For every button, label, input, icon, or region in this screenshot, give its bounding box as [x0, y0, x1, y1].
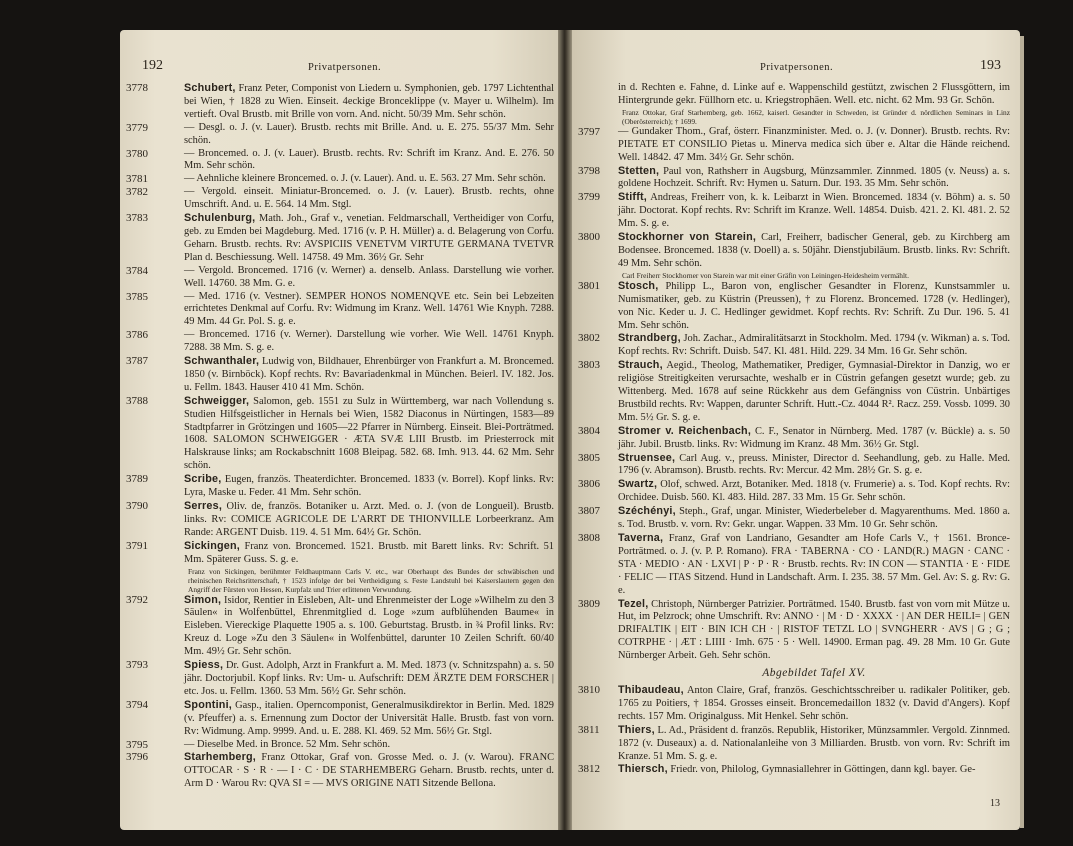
entry-number: 3788: [126, 394, 148, 407]
entry-text: — Gundaker Thom., Graf, österr. Finanzminister. Med. o. J. (v. Donner). Brustb. rechts. Rv: PIETATE ET CONSILIO Pietas u. Minerva medica sich über e. Altar die Hände reichend. Well. 14842. 47 Mm. 34½ Gr. Sehr schön.: [618, 125, 1010, 163]
entry-heading: Spiess,: [184, 659, 224, 672]
plate-reference: Abgebildet Tafel XV.: [762, 667, 866, 680]
catalog-entry: [126, 186, 554, 212]
catalog-entry: [126, 290, 554, 330]
entry-text: Paul von, Rathsherr in Augsburg, Münzsammler. Zinnmed. 1805 (v. Neuss) a. s. goldene Hochzeit. Schrift. Rv: Hymen u. Saturn. Dur. 193. 35 Mm. Sehr schön.: [618, 165, 1010, 190]
entry-number: 3810: [578, 683, 600, 696]
entry-text: Christoph, Nürnberger Patrizier. Porträtmed. 1540. Brustb. fast von vorn mit Mütze u. Hut, im Pelzrock; ohne Umschrift. Rv: ANNO · | M · D · XXXX · | AN DER HEILI= | GEN DRIFALTIK | EIT · BIN ICH CH · | RISTOF TETZL LO | SVNGHERR · AVS | G ; G ; COTRPHE · | ÆT : LIIII · Imh. 675 · 5 · Well. 14900. Erman pag. 49. 28 Mm. 10 Gr. Gute Nürnberger Arbeit. Geh. Sehr schön.: [618, 598, 1010, 662]
catalog-entry: [126, 147, 554, 174]
entry-heading: Thiers,: [618, 723, 655, 736]
entry-number: 3812: [578, 763, 600, 776]
gutter: [558, 30, 572, 830]
entry-heading: Stetten,: [618, 164, 660, 177]
catalog-entry: [578, 683, 1010, 724]
entry-heading: Tezel,: [618, 597, 649, 610]
catalog-entry: [578, 451, 1010, 479]
footnote: Carl Freiherr Stockhorner von Starein war mit einer Gräfin von Leiningen-Heidesheim vermählt.: [622, 270, 909, 280]
entry-number: 3811: [578, 723, 600, 736]
entry-heading: Simon,: [184, 593, 222, 606]
entry-heading: Strandberg,: [618, 332, 681, 345]
entry-text: — Broncemed. o. J. (v. Lauer). Brustb. rechts. Rv: Schrift im Kranz. And. E. 276. 50 Mm. Sehr schön.: [184, 147, 554, 172]
entry-text: — Vergold. Broncemed. 1716 (v. Werner) a. denselb. Anlass. Darstellung wie vorher. Well. 14760. 38 Mm. G. e.: [184, 264, 554, 289]
entry-number: 3791: [126, 539, 148, 552]
catalog-entry: [126, 82, 554, 122]
entry-number: 3781: [126, 173, 148, 186]
entry-text: Franz, Graf von Landriano, Gesandter am Hofe Carls V., † 1561. Bronce-Porträtmed. o. J. (v. P. P. Romano). FRA · TABERNA · CO · LAND(R.) MAGN · CANC · STA · MEDIO · AN · LXVI | P · P · R · Brustb. rechts. Rv: IN CON — STANTIA · E · FIDE · FELIC — ITAS Sitzend. Hund in Landschaft. Arm. I. 235. 38. 57 Mm. Gel. Av: S. g. Rv: G. e.: [618, 533, 1010, 596]
catalog-entry: [578, 332, 1010, 359]
catalog-entry: [126, 751, 554, 791]
entry-heading: Stockhorner von Starein,: [618, 231, 757, 244]
running-head: Privatpersonen.: [308, 62, 382, 73]
catalog-entry: [126, 173, 554, 186]
entry-number: 3805: [578, 451, 600, 464]
running-head: Privatpersonen.: [760, 62, 834, 73]
entry-heading: Spontini,: [184, 698, 232, 711]
entry-text: Aegid., Theolog, Mathematiker, Prediger, Gymnasial-Direktor in Danzig, wo er religiöse Streitigkeiten verursachte, weshalb er in Cüstrin gefangen gesetzt wurde; geb. zu Wittenberg. Med. 1678 auf seine Rückkehr aus dem Gefängniss von Cüstrin. Unbärtiges Brustbild rechts. Rv: Wappen, darunter Schrift. Hutt.-Cz. 4044 R². Racz. 259. Vossb. 1099. 30 Mm. 5½ Gr. S. g. e.: [618, 360, 1010, 423]
entry-number: 3786: [126, 329, 148, 342]
entry-text: Friedr. von, Philolog, Gymnasiallehrer in Göttingen, dann kgl. bayer. Ge-: [667, 764, 976, 776]
page-number: 192: [142, 58, 163, 73]
catalog-entry: [578, 478, 1010, 505]
entry-number: 3794: [126, 698, 148, 711]
entry-heading: Starhemberg,: [184, 751, 256, 764]
entry-text: Isidor, Rentier in Eisleben, Alt- und Ehrenmeister der Loge »Wilhelm zu den 3 Säulen« in Wolfenbüttel, Ehrenmitglied d. Loge »zum aufblühenden Baume« in Eisleben. Viereckige Plaquette 1905 a. s. 100. Geburtstag. Brustb. in ¾ Profil links. Rv: Kreuz d. Loge »Zu den 3 Säulen« in Wolfenbüttel, darunter 10 Zeilen Schrift. 60/40 Mm. 49½ Gr. Sehr schön.: [184, 594, 554, 658]
entry-number: 3793: [126, 659, 148, 672]
entry-list: [578, 82, 1010, 777]
entry-text: Franz Peter, Componist von Liedern u. Symphonien, geb. 1797 Lichtenthal bei Wien, † 1828 zu Wien. Einseit. 4eckige Bronceklippe (v. Mayer u. Wilhelm). Im vertieft. Oval Brustb. mit Brille von vorn. And. nicht. 50/39 Mm. Sehr schön.: [184, 83, 554, 120]
catalog-entry: [126, 121, 554, 148]
entry-number: 3778: [126, 82, 148, 94]
entry-number: 3801: [578, 279, 600, 292]
entry-heading: Stromer v. Reichenbach,: [618, 424, 752, 437]
entry-heading: Scribe,: [184, 473, 222, 486]
entry-text: Salomon, geb. 1551 zu Sulz in Württemberg, war nach Vollendung s. Studien Hilfsgeistlicher in Hernals bei Wien, 1582 Diaconus in Nürtingen, 1583—89 Stadtpfarrer in Grötzingen und 1605—22 Pfarrer in Nürnberg. Einseit. Blei-Porträtmed. 1608. SALOMON SCHWEIGGER · ÆTA SVÆ LIII Brustb. im Priesterrock mit Halskrause links; am Rockabschnitt 1608 Bleipag. 582. 68. Imh. 913. 44. 62 Mm. Sehr schön.: [184, 395, 554, 472]
entry-number: 3780: [126, 147, 148, 160]
catalog-entry: [578, 532, 1010, 598]
catalog-entry: [578, 191, 1010, 231]
entry-number: 3808: [578, 532, 600, 544]
entry-text: — Med. 1716 (v. Vestner). SEMPER HONOS NOMENQVE etc. Sein bei Lebzeiten errichtetes Denkmal auf Corfu. Rv: Widmung im Kranz. Well. 14761 Wie Knyph. 7288. 49 Mm. 44 Gr. Pol. S. g. e.: [184, 290, 554, 328]
page-edge: [1020, 36, 1024, 828]
entry-heading: Stifft,: [618, 191, 647, 204]
catalog-entry: [578, 164, 1010, 192]
entry-heading: Taverna,: [618, 532, 664, 544]
entry-text: Philipp L., Baron von, englischer Gesandter in Florenz, Kunstsammler u. Numismatiker, geb. zu Küstrin (Preussen), † zu Florenz. Broncemed. 1728 (v. Hedlinger), von Nic. Keder u. J. C. Hedlinger gewidmet. Kopf rechts. Rv: Schrift. Zu Dur. 196. 5. 41 Mm. Sehr schön.: [618, 280, 1010, 331]
catalog-entry: [578, 763, 1010, 777]
entry-heading: Strauch,: [618, 359, 663, 372]
entry-text: L. Ad., Präsident d. französ. Republik, Historiker, Münzsammler. Vergold. Zinnmed. 1872 (v. Duseaux) a. d. Nationalanleihe von 3 Milliarden. Brustb. von vorn. Rv: Schrift im Kranze. 51 Mm. S. g. e.: [618, 724, 1010, 762]
catalog-entry: [126, 329, 554, 355]
footnote: Franz Ottokar, Graf Starhemberg, geb. 1662, kaiserl. Gesandter in Schweden, ist Gründer d. nördlichen Seminars in Linz (Oberösterreich); † 1699.: [622, 107, 1010, 126]
entry-number: 3798: [578, 164, 600, 177]
catalog-entry: [126, 264, 554, 291]
signature-mark: 13: [990, 798, 1000, 809]
continuation-text: in d. Rechten e. Fahne, d. Linke auf e. Wappenschild gestützt, zwischen 2 Flussgöttern, im Hintergrunde gekr. Füllhorn etc. u. Kriegstrophäen. Well. etc. nicht. 62 Mm. 93 Gr. Schön.: [618, 82, 1010, 106]
catalog-entry: [126, 500, 554, 540]
catalog-entry: [578, 723, 1010, 764]
entry-list: [126, 82, 554, 791]
entry-number: 3797: [578, 125, 600, 138]
entry-heading: Thibaudeau,: [618, 683, 684, 696]
entry-number: 3795: [126, 738, 148, 751]
entry-heading: Stosch,: [618, 279, 659, 292]
entry-text: — Vergold. einseit. Miniatur-Broncemed. o. J. (v. Lauer). Brustb. rechts, ohne Umschrift. And. u. E. 564. 14 Mm. Stgl.: [184, 186, 554, 211]
catalog-entry: [578, 359, 1010, 425]
catalog-entry: [126, 738, 554, 752]
entry-text: Carl Aug. v., preuss. Minister, Director d. Seehandlung, geb. zu Halle. Med. 1796 (v. Abramson). Brustb. rechts. Rv: Mercur. 42 Mm. 28½ Gr. S. g. e.: [618, 452, 1010, 477]
catalog-entry: [578, 125, 1010, 165]
catalog-entry: [126, 355, 554, 395]
entry-text: Eugen, französ. Theaterdichter. Broncemed. 1833 (v. Borrel). Kopf links. Rv: Lyra, Maske u. Feder. 41 Mm. Sehr schön.: [184, 474, 554, 499]
entry-number: 3783: [126, 212, 148, 225]
catalog-entry: [126, 593, 554, 660]
left-page: [120, 30, 558, 830]
entry-number: 3796: [126, 751, 148, 764]
entry-heading: Schulenburg,: [184, 212, 256, 225]
entry-heading: Struensee,: [618, 451, 676, 464]
entry-number: 3785: [126, 290, 148, 303]
entry-heading: Schwanthaler,: [184, 355, 260, 368]
entry-number: 3792: [126, 593, 148, 606]
entry-number: 3806: [578, 478, 600, 491]
entry-text: — Dieselbe Med. in Bronce. 52 Mm. Sehr schön.: [184, 738, 391, 750]
entry-number: 3800: [578, 231, 600, 244]
entry-number: 3790: [126, 500, 148, 512]
catalog-entry: [578, 505, 1010, 532]
entry-number: 3803: [578, 359, 600, 372]
catalog-entry: [126, 394, 554, 473]
entry-text: Oliv. de, französ. Botaniker u. Arzt. Med. o. J. (von de Longueil). Brustb. links. Rv: COMICE AGRICOLE DE L'ARRT DE THIONVILLE Lorbeerkranz. Am Rande: ARGENT Duisb. 119. 4. 51 Mm. 64½ Gr. Schön.: [184, 501, 554, 538]
entry-heading: Swartz,: [618, 478, 658, 491]
catalog-entry: [126, 212, 554, 265]
catalog-entry: [578, 231, 1010, 271]
entry-text: Anton Claire, Graf, französ. Geschichtsschreiber u. radikaler Politiker, geb. 1765 zu Poitiers, † 1854. Grosses einseit. Broncemedaillon 1832 (v. David d'Angers). Kopf rechts. 157 Mm. Originalguss. Mit Henkel. Sehr schön.: [618, 684, 1010, 722]
page-number: 193: [980, 58, 1001, 73]
entry-text: Math. Joh., Graf v., venetian. Feldmarschall, Vertheidiger von Corfu, geb. zu Emden bei Magdeburg. Med. 1716 (v. P. H. Müller) a. d. Belagerung von Corfu. Geharn. Brustb. rechts. Rv: AVSPICIIS VENETVM VIRTUTE GERMANA TVETVR Plan d. Beschiessung. Well. 14758. 49 Mm. 36½ Gr. Sehr: [184, 213, 554, 263]
catalog-entry: [126, 698, 554, 739]
entry-number: 3784: [126, 264, 148, 277]
entry-heading: Schubert,: [184, 82, 236, 94]
entry-text: Olof, schwed. Arzt, Botaniker. Med. 1818 (v. Frumerie) a. s. Tod. Kopf rechts. Rv: Orchidee. Duisb. 560. Kl. 483. Hild. 287. 33 Mm. 15 Gr. Sehr schön.: [618, 479, 1010, 504]
entry-text: C. F., Senator in Nürnberg. Med. 1787 (v. Bückle) a. s. 50 jähr. Jubil. Brustb. links. Rv: Widmung im Kranz. 48 Mm. 36½ Gr. Stgl.: [618, 425, 1010, 450]
entry-heading: Serres,: [184, 500, 223, 512]
entry-heading: Schweigger,: [184, 394, 250, 407]
entry-text: — Desgl. o. J. (v. Lauer). Brustb. rechts mit Brille. And. u. E. 275. 55/37 Mm. Sehr schön.: [184, 121, 554, 146]
catalog-entry: [578, 424, 1010, 452]
entry-text: — Broncemed. 1716 (v. Werner). Darstellung wie vorher. Wie Well. 14761 Knyph. 7288. 38 Mm. S. g. e.: [184, 329, 554, 354]
entry-heading: Sickingen,: [184, 539, 241, 552]
entry-text: Dr. Gust. Adolph, Arzt in Frankfurt a. M. Med. 1873 (v. Schnitzspahn) a. s. 50 jähr. Doctorjubil. Kopf links. Rv: Um- u. Aufschrift: DEM ÄRZTE DEM FORSCHER | etc. Jos. u. Fellm. 1360. 53 Mm. 56½ Gr. Sehr schön.: [184, 660, 554, 697]
entry-number: 3799: [578, 191, 600, 204]
entry-text: — Aehnliche kleinere Broncemed. o. J. (v. Lauer). And. u. E. 563. 27 Mm. Sehr schön.: [184, 173, 546, 185]
catalog-entry: [578, 597, 1010, 664]
entry-number: 3782: [126, 186, 148, 199]
entry-text: Steph., Graf, ungar. Minister, Wiederbeleber d. Magyarenthums. Med. 1860 a. s. Tod. Brustb. v. vorn. Rv: Gekr. ungar. Wappen. 33 Mm. 10 Gr. Sehr schön.: [618, 506, 1010, 531]
entry-text: Franz Ottokar, Graf von. Grosse Med. o. J. (v. Warou). FRANC OTTOCAR · S · R · — I · C · DE STARHEMBERG Geharn. Brustb. rechts, unter d. Arm D · Warou Rv: QVA SI = — MVS ORIGINE NATI Sitzende Bellona.: [184, 752, 554, 790]
entry-number: 3802: [578, 332, 600, 345]
footnote: Franz von Sickingen, berühmter Feldhauptmann Carls V. etc., war Oberhaupt des Bundes der schwäbischen und rheinischen Reichsritterschaft, † 1523 infolge der bei Vertheidigung s. Feste Landstuhl bei Kaiserslautern gegen den Angriff der Fürsten von Hessen, Kurpfalz und Trier erlittenen Verwundung.: [188, 566, 554, 594]
entry-text: Ludwig von, Bildhauer, Ehrenbürger von Frankfurt a. M. Broncemed. 1850 (v. Birnböck). Kopf rechts. Rv: Bavariadenkmal in München. Beierl. IV. 182. Jos. u. Fellm. 1843. Hauser 410 41 Mm. Schön.: [184, 356, 554, 393]
entry-number: 3779: [126, 121, 148, 134]
entry-number: 3809: [578, 597, 600, 610]
catalog-entry: [578, 279, 1010, 333]
entry-number: 3807: [578, 505, 600, 518]
entry-heading: Széchényi,: [618, 505, 676, 518]
entry-number: 3787: [126, 355, 148, 368]
entry-text: Carl, Freiherr, badischer General, geb. zu Kirchberg am Bodensee. Broncemed. 1838 (v. Doell) a. s. 50jähr. Dienstjubiläum. Brustb. links. Rv: Schrift. 49 Mm. Sehr schön.: [618, 232, 1010, 269]
entry-text: Gasp., italien. Operncomponist, Generalmusikdirektor in Berlin. Med. 1829 (v. Pfeuffer) a. s. Ernennung zum Doctor der Universität Halle. Brustb. fast von vorn. Rv: Widmung. Amp. 9999. And. u. E. 288. Kl. 469. 52 Mm. 56½ Gr. Stgl.: [184, 699, 554, 737]
catalog-entry: [126, 659, 554, 699]
open-book: [120, 30, 1020, 830]
right-page: [572, 30, 1020, 830]
entry-text: Andreas, Freiherr von, k. k. Leibarzt in Wien. Broncemed. 1834 (v. Böhm) a. s. 50 jähr. Doctorat. Kopf rechts. Rv: Schrift im Kranze. Well. 14854. Duisb. 421. 2. Kl. 481. 2. 52 Mm. S. g. e.: [618, 192, 1010, 230]
entry-text: Joh. Zachar., Admiralitätsarzt in Stockholm. Med. 1794 (v. Wikman) a. s. Tod. Kopf rechts. Rv: Schrift. Duisb. 547. Kl. 481. Hild. 229. 34 Mm. 16 Gr. Sehr schön.: [618, 333, 1010, 358]
entry-heading: Thiersch,: [618, 763, 668, 776]
entry-number: 3804: [578, 424, 600, 437]
catalog-entry: [126, 473, 554, 500]
entry-number: 3789: [126, 473, 148, 486]
catalog-entry: [126, 539, 554, 567]
entry-text: Franz von. Broncemed. 1521. Brustb. mit Barett links. Rv: Schrift. 51 Mm. Späterer Guss. S. g. e.: [184, 540, 554, 565]
